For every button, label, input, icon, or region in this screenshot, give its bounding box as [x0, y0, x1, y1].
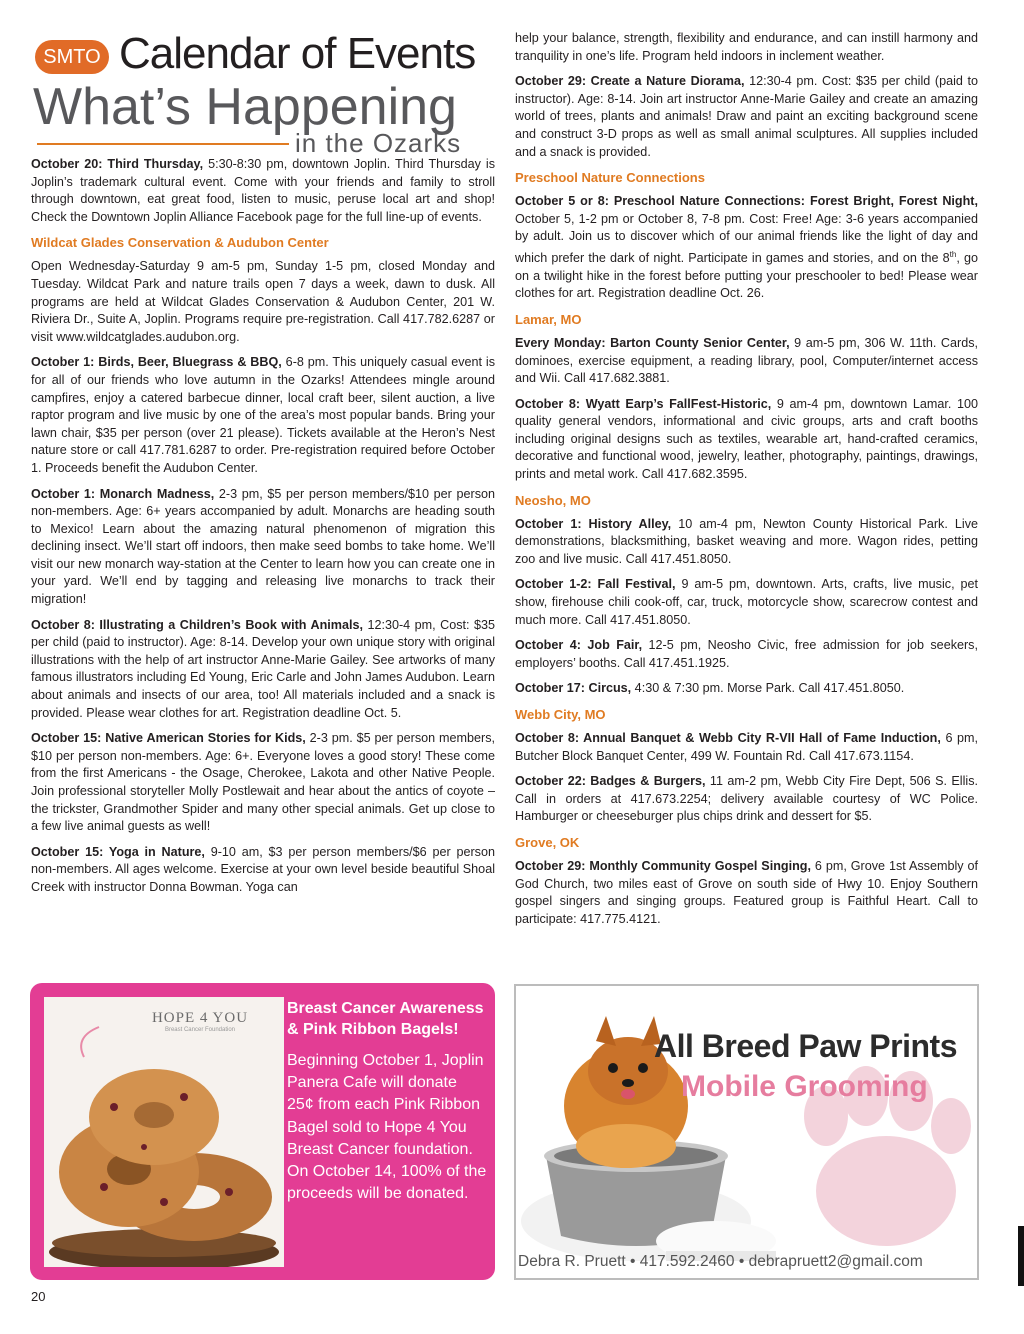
event-body: 11 am-2 pm, Webb City Fire Dept, 506 S. Ellis. Call in orders at 417.673.2254; delivery available courtesy of WC Police. Hamburger or cheeseburger plus chips drink and dessert for $5. [515, 774, 978, 824]
event-heading: October 1: Birds, Beer, Bluegrass & BBQ, [31, 355, 282, 370]
event-body: 6 pm, Butcher Block Banquet Center, 499 W. Fountain Rd. Call 417.673.1154. [515, 731, 979, 763]
event-body: 12:30-4 pm. Cost: $35 per child (paid to instructor). Age: 8-14. Join art instructor Anne-Marie Gailey and create an amazing world of trees, plants and animals! Draw and paint an exciting background scene and construct 3-D props as well as small animal sculptures. All supplies included and a snack is provided. [515, 74, 978, 159]
page-tagline: in the Ozarks [295, 128, 462, 158]
event-heading: October 20: Third Thursday, [31, 157, 204, 171]
ad-copy [287, 998, 487, 1205]
event-heading: October 15: Native American Stories for Kids, [31, 731, 306, 746]
event-continuation: help your balance, strength, flexibility and endurance, and can instill harmony and tranquility in one’s life. Program held indoors in inclement weather. [515, 31, 978, 63]
contact-info: Debra R. Pruett • 417.592.2460 • debrapruett2@gmail.com [518, 1253, 923, 1270]
page-title: Calendar of Events [119, 29, 476, 78]
event-item [515, 576, 978, 629]
event-heading: October 29: Create a Nature Diorama, [515, 74, 745, 89]
event-body: 2-3 pm, $5 per person members/$10 per person non-members. Age: 6+ years accompanied by adult. Monarchs are heading south to Mexico! Learn about the amazing natural phenomenon of migration this declining insect. We’ll start off indoors, then make seed bombs to take home. We’ll visit our new monarch way-station at the Center to learn how you can create one in your yard. We’ll end by tagging and releasing live monarchs to track their migration! [31, 486, 496, 607]
event-heading: October 4: Job Fair, [515, 638, 643, 653]
logo-name: HOPE 4 YOU [151, 1010, 249, 1026]
event-heading: October 29: Monthly Community Gospel Singing, [515, 858, 811, 873]
event-item [515, 516, 978, 569]
event-heading: October 15: Yoga in Nature, [31, 844, 205, 859]
ad-title: Breast Cancer Awareness & Pink Ribbon Bagels! [287, 1000, 484, 1038]
event-heading: October 8: Annual Banquet & Webb City R-VII Hall of Fame Induction, [515, 731, 941, 745]
section-heading: Preschool Nature Connections [515, 170, 705, 186]
section-heading: Lamar, MO [515, 311, 582, 327]
event-item [31, 844, 495, 897]
event-body: 12-5 pm, Neosho Civic, free admission for job seekers, employers’ booths. Call 417.451.1925. [515, 638, 978, 670]
smto-badge: SMTO [35, 40, 109, 74]
event-heading: October 8: Wyatt Earp’s FallFest-Historic, [515, 396, 772, 411]
event-body: 5:30-8:30 pm, downtown Joplin. Third Thursday is Joplin’s trademark cultural event. Come with your friends and family to stroll through downtown, eat great food, listen to music, peruse local art and shop! Check the Downtown Joplin Alliance Facebook page for the full line-up of events. [31, 157, 495, 224]
event-item [515, 730, 978, 765]
event-item [515, 680, 978, 698]
event-body: 6 pm, Grove 1st Assembly of God Church, two miles east of Grove on south side of Hwy 10. Enjoy Southern gospel singers and singing groups. Featured group is Faithful Heart. Call to participate: 417.775.4121. [515, 858, 978, 926]
event-item [31, 156, 495, 226]
ad-body: Beginning October 1, Joplin Panera Cafe will donate 25¢ from each Pink Ribbon Bagel sold to Hope 4 You Breast Cancer foundation. On October 14, 100% of the proceeds will be donated. [287, 1052, 487, 1203]
event-heading: October 8: Illustrating a Children’s Book with Animals, [31, 617, 363, 632]
section-heading: Wildcat Glades Conservation & Audubon Center [31, 235, 329, 251]
event-body: 9 am-5 pm, 306 W. 11th. Cards, dominoes, exercise equipment, a reading library, pool, Computer/internet access and Wii. Call 417.682.3881. [515, 335, 978, 386]
page-number: 20 [31, 1289, 46, 1304]
hope-4-you-logo [130, 1010, 270, 1040]
event-heading: October 5 or 8: Preschool Nature Connections: Forest Bright, Forest Night, [515, 194, 978, 209]
event-item [515, 396, 978, 484]
divider-line [37, 143, 289, 145]
event-item [515, 637, 978, 672]
event-item [31, 354, 495, 477]
event-body: 2-3 pm. $5 per person members, $10 per person non-members. Age: 6+. Everyone loves a good story! These come from the first Americans - the Osage, Cherokee, Lakota and other Native People. Join professional storyteller Molly Postlewait and hear about the antics of coyote – the trickster, Grandmother Spider and many other special animals. Get up close to a few live animal guests as well! [31, 731, 495, 834]
event-body: 9 am-4 pm, downtown Lamar. 100 quality general vendors, informational and civic groups, arts and craft booths including original designs such as textiles, wearable art, hand-crafted ceramics, decorative and functional wood, jewelry, leather, photography, paintings, drawings, prints and metal work. Call 417.682.3595. [515, 396, 978, 482]
event-heading: October 1-2: Fall Festival, [515, 577, 676, 592]
left-column [31, 156, 495, 905]
mobile-grooming-ad [514, 984, 979, 1280]
page-subtitle: What’s Happening [33, 78, 457, 136]
ad-title: All Breed Paw Prints [654, 1028, 957, 1064]
event-body: 10 am-4 pm, Newton County Historical Park. Live demonstrations, blacksmithing, basket weaving and more. Wagon rides, petting zoo and live music. Call 417.451.8050. [515, 516, 978, 566]
right-column [515, 30, 978, 936]
section-intro: Open Wednesday-Saturday 9 am-5 pm, Sunday 1-5 pm, closed Monday and Tuesday. Wildcat Park and nature trails open 7 days a week, dawn to dusk. All programs are held at Wildcat Glades Conservation & Audubon Center, 201 W. Riviera Dr., Suite A, Joplin. Programs require pre-registration. Call 417.782.6287 or visit www.wildcatglades.audubon.org. [31, 259, 495, 344]
event-heading: October 17: Circus, [515, 681, 632, 696]
event-body: , go on a twilight hike in the forest before putting your preschooler to bed! Please wear clothes for art. Registration deadline Oct. 26. [515, 251, 978, 301]
event-item [515, 773, 978, 826]
edge-marker [1018, 1226, 1024, 1286]
event-item [515, 858, 978, 928]
event-body: 9-10 am, $3 per person members/$6 per person non-members. All ages welcome. Exercise at your own level beside beautiful Shoal Creek with instructor Donna Bowman. Yoga can [31, 844, 495, 894]
event-body: October 5, 1-2 pm or October 8, 7-8 pm. Cost: Free! Age: 3-6 years accompanied by adult. Join us to discover which of our animal friends like the light of day and which prefer the dark of night. Participate in games and stories, and on the 8 [515, 211, 978, 266]
event-item [31, 486, 495, 609]
event-heading: October 1: Monarch Madness, [31, 486, 215, 501]
logo-subtitle: Breast Cancer Foundation [164, 1027, 236, 1033]
event-item [31, 730, 495, 836]
ad-subtitle: Mobile Grooming [681, 1070, 928, 1103]
event-body: 6-8 pm. This uniquely casual event is for all of our friends who love autumn in the Ozarks! Attendees mingle around campfires, enjoy a catered barbecue dinner, local craft beer, silent auction, a live raptor program and live music by one of the area’s most popular bands. Bring your lawn chair, $35 per person (over 21 please). Tickets available at the Heron’s Nest nature store or call 417.781.6287 to order. Pre-registration required before October 1. Proceeds benefit the Audubon Center. [31, 355, 495, 475]
event-heading: Every Monday: Barton County Senior Center, [515, 335, 790, 350]
event-body: 12:30-4 pm, Cost: $35 per child (paid to instructor). Age: 8-14. Develop your own unique story with original illustrations with the help of art instructor Anne-Marie Gailey. See artworks of many famous illustrators including Ed Young, Eric Carle and John James Audubon. Learn about animals and insects of our area, too! All materials included and a snack is provided. Please wear clothes for art. Registration deadline Oct. 5. [31, 617, 495, 720]
section-heading: Neosho, MO [515, 492, 591, 508]
event-item [515, 335, 978, 388]
event-item [515, 193, 978, 303]
event-body: 4:30 & 7:30 pm. Morse Park. Call 417.451.8050. [631, 681, 905, 696]
ordinal-suffix: th [949, 249, 957, 259]
event-heading: October 1: History Alley, [515, 516, 672, 531]
event-body: 9 am-5 pm, downtown. Arts, crafts, live music, pet show, firehouse chili cook-off, car, truck, motorcycle show, scarecrow contest and much more. Call 417.451.8050. [515, 577, 978, 627]
section-heading: Webb City, MO [515, 707, 606, 722]
event-item [31, 617, 495, 723]
event-item [515, 73, 978, 161]
masthead [31, 26, 495, 156]
section-heading: Grove, OK [515, 834, 580, 850]
event-heading: October 22: Badges & Burgers, [515, 774, 706, 789]
